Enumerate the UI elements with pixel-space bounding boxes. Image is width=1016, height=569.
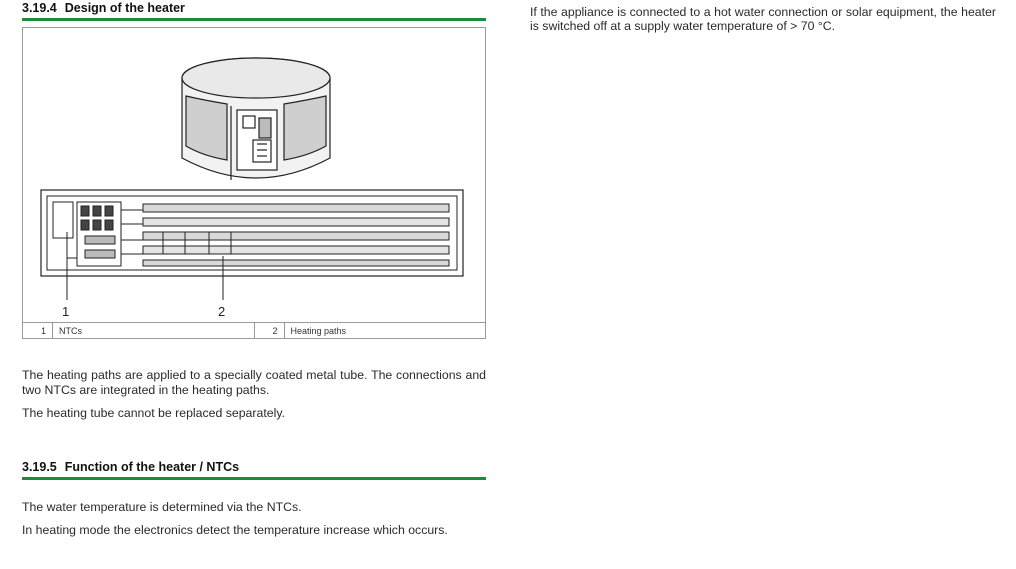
section-number: 3.19.4 [22, 1, 57, 15]
heater-cylinder-illustration [182, 58, 330, 180]
legend-number: 2 [255, 323, 285, 338]
body-paragraph: In heating mode the electronics detect the temperature increase which occurs. [22, 523, 448, 537]
callout-2: 2 [218, 304, 226, 319]
heating-paths-illustration [41, 190, 463, 276]
right-column [530, 6, 996, 33]
legend-item [23, 323, 254, 338]
legend-item [254, 323, 486, 338]
figure-legend [22, 323, 486, 339]
section-heading-design [22, 0, 486, 21]
legend-number: 1 [23, 323, 53, 338]
section-title: Function of the heater / NTCs [64, 460, 240, 474]
section-heading-function [22, 459, 486, 480]
heater-diagram [23, 28, 485, 322]
callout-1: 1 [62, 304, 70, 319]
body-paragraph: The heating paths are applied to a specially coated metal tube. The connections and two NTCs are integrated in the heating paths. [22, 368, 486, 397]
section-title: Design of the heater [64, 1, 185, 15]
legend-text: NTCs [59, 325, 82, 336]
body-paragraph: If the appliance is connected to a hot water connection or solar equipment, the heater is switched off at a supply water temperature of > 70 °C. [530, 5, 996, 33]
legend-text: Heating paths [290, 325, 347, 336]
section-number: 3.19.5 [22, 460, 57, 474]
body-paragraph: The heating tube cannot be replaced separately. [22, 406, 285, 420]
left-column [22, 0, 486, 538]
body-paragraph: The water temperature is determined via the NTCs. [22, 500, 302, 514]
heater-figure [22, 27, 486, 323]
